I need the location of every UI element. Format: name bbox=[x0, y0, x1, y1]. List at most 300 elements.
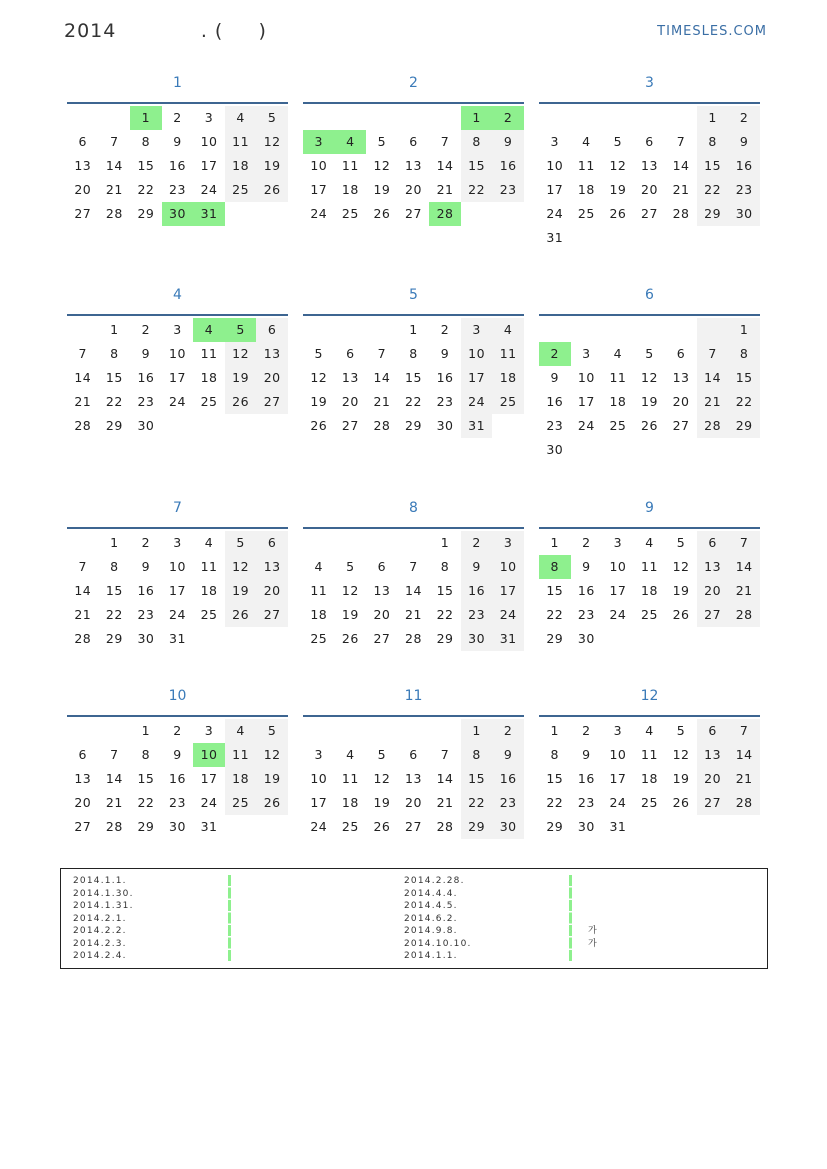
day-empty bbox=[398, 719, 430, 743]
day-cell: 12 bbox=[225, 555, 257, 579]
holiday-name bbox=[588, 913, 597, 926]
day-cell: 11 bbox=[609, 370, 627, 385]
day-cell: 16 bbox=[169, 771, 186, 786]
day-empty bbox=[335, 106, 367, 130]
day-cell: 13 bbox=[373, 583, 391, 598]
day-cell: 27 bbox=[405, 819, 422, 834]
day-cell: 25 bbox=[341, 206, 359, 221]
holiday-date: 2014.2.4. bbox=[73, 951, 127, 961]
day-cell: 23 bbox=[577, 795, 595, 810]
day-cell: 13 bbox=[74, 158, 92, 173]
day-cell: 15 bbox=[697, 154, 729, 178]
day-cell: 3 bbox=[461, 318, 493, 342]
day-cell: 15 bbox=[436, 583, 454, 598]
day-cell: 23 bbox=[169, 795, 186, 810]
holiday-list bbox=[60, 868, 768, 969]
day-grid bbox=[303, 719, 524, 839]
day-cell: 17 bbox=[609, 583, 627, 598]
day-cell: 22 bbox=[546, 795, 564, 810]
day-cell: 31 bbox=[200, 819, 218, 834]
day-empty bbox=[335, 318, 367, 342]
holiday-marker-bar bbox=[569, 875, 572, 961]
day-cell: 17 bbox=[310, 182, 328, 197]
day-cell: 22 bbox=[697, 178, 729, 202]
day-grid bbox=[539, 531, 760, 651]
day-cell: 16 bbox=[728, 154, 760, 178]
day-cell: 29 bbox=[105, 631, 123, 646]
day-cell: 5 bbox=[346, 559, 355, 574]
day-cell: 14 bbox=[105, 158, 123, 173]
day-cell: 21 bbox=[697, 390, 729, 414]
month-2 bbox=[303, 68, 524, 226]
day-cell: 5 bbox=[676, 535, 686, 550]
day-cell: 24 bbox=[609, 795, 627, 810]
day-cell: 19 bbox=[373, 795, 391, 810]
month-10 bbox=[67, 681, 288, 839]
day-cell: 21 bbox=[436, 182, 454, 197]
day-cell: 8 bbox=[409, 346, 418, 361]
day-cell: 12 bbox=[225, 342, 257, 366]
day-cell: 5 bbox=[377, 134, 387, 149]
day-cell: 28 bbox=[697, 414, 729, 438]
day-cell: 16 bbox=[169, 158, 186, 173]
day-cell: 17 bbox=[200, 158, 218, 173]
day-empty bbox=[303, 719, 335, 743]
day-cell: 5 bbox=[314, 346, 323, 361]
day-cell: 2 bbox=[728, 106, 760, 130]
day-cell: 15 bbox=[461, 154, 493, 178]
day-cell: 16 bbox=[137, 583, 155, 598]
day-cell: 3 bbox=[582, 346, 591, 361]
day-cell: 23 bbox=[577, 607, 595, 622]
holiday-name bbox=[588, 875, 597, 888]
day-cell: 4 bbox=[193, 318, 225, 342]
day-cell: 12 bbox=[672, 747, 690, 762]
day-cell: 17 bbox=[609, 771, 627, 786]
month-divider bbox=[67, 715, 288, 717]
holiday-date: 2014.1.31. bbox=[73, 901, 134, 911]
day-grid bbox=[67, 106, 288, 226]
day-cell: 6 bbox=[346, 346, 355, 361]
day-empty bbox=[335, 719, 367, 743]
day-cell: 4 bbox=[335, 130, 367, 154]
month-divider bbox=[67, 527, 288, 529]
day-cell: 10 bbox=[546, 158, 564, 173]
day-cell: 24 bbox=[200, 795, 218, 810]
day-empty bbox=[303, 318, 335, 342]
day-empty bbox=[67, 719, 99, 743]
day-cell: 26 bbox=[341, 631, 359, 646]
month-divider bbox=[539, 102, 760, 104]
day-cell: 11 bbox=[577, 158, 595, 173]
day-cell: 19 bbox=[225, 579, 257, 603]
day-cell: 19 bbox=[341, 607, 359, 622]
day-empty bbox=[366, 106, 398, 130]
day-cell: 5 bbox=[613, 134, 623, 149]
day-cell: 27 bbox=[641, 206, 658, 221]
day-cell: 18 bbox=[225, 767, 257, 791]
day-cell: 5 bbox=[225, 531, 257, 555]
day-empty bbox=[99, 106, 131, 130]
day-cell: 15 bbox=[546, 771, 564, 786]
day-cell: 28 bbox=[405, 631, 422, 646]
day-cell: 29 bbox=[137, 206, 155, 221]
day-cell: 26 bbox=[310, 418, 328, 433]
day-cell: 16 bbox=[546, 394, 564, 409]
day-cell: 7 bbox=[440, 134, 450, 149]
day-cell: 12 bbox=[373, 158, 391, 173]
day-cell: 1 bbox=[550, 723, 559, 738]
day-cell: 3 bbox=[173, 535, 182, 550]
day-cell: 26 bbox=[672, 607, 690, 622]
day-cell: 5 bbox=[676, 723, 686, 738]
day-cell: 21 bbox=[74, 394, 92, 409]
day-cell: 9 bbox=[141, 346, 151, 361]
day-cell: 26 bbox=[256, 178, 288, 202]
day-cell: 30 bbox=[546, 442, 564, 457]
day-cell: 13 bbox=[697, 743, 729, 767]
day-cell: 26 bbox=[641, 418, 658, 433]
day-cell: 21 bbox=[373, 394, 391, 409]
day-cell: 9 bbox=[582, 559, 591, 574]
month-divider bbox=[67, 314, 288, 316]
holiday-date: 2014.2.3. bbox=[73, 938, 127, 949]
day-cell: 25 bbox=[225, 791, 257, 815]
day-cell: 25 bbox=[310, 631, 328, 646]
day-cell: 15 bbox=[105, 370, 123, 385]
day-cell: 6 bbox=[645, 134, 654, 149]
day-cell: 17 bbox=[169, 370, 186, 385]
day-cell: 2 bbox=[173, 723, 182, 738]
day-cell: 12 bbox=[609, 158, 627, 173]
day-empty bbox=[571, 318, 603, 342]
day-cell: 10 bbox=[169, 559, 186, 574]
day-cell: 28 bbox=[429, 202, 461, 226]
day-cell: 4 bbox=[645, 723, 654, 738]
day-cell: 23 bbox=[137, 607, 155, 622]
day-cell: 20 bbox=[672, 394, 690, 409]
day-cell: 16 bbox=[492, 767, 524, 791]
day-grid bbox=[67, 531, 288, 651]
day-cell: 20 bbox=[256, 579, 288, 603]
day-cell: 1 bbox=[728, 318, 760, 342]
day-cell: 9 bbox=[461, 555, 493, 579]
day-empty bbox=[429, 106, 461, 130]
day-cell: 28 bbox=[373, 418, 391, 433]
day-cell: 12 bbox=[373, 771, 391, 786]
holiday-date: 2014.2.2. bbox=[73, 926, 127, 936]
day-cell: 29 bbox=[728, 414, 760, 438]
day-grid bbox=[539, 106, 760, 250]
day-cell: 1 bbox=[461, 719, 493, 743]
holiday-date: 2014.2.1. bbox=[73, 913, 127, 924]
day-cell: 15 bbox=[137, 771, 155, 786]
day-cell: 17 bbox=[492, 579, 524, 603]
day-cell: 16 bbox=[137, 370, 155, 385]
day-cell: 20 bbox=[256, 366, 288, 390]
day-cell: 23 bbox=[137, 394, 155, 409]
day-cell: 30 bbox=[461, 627, 493, 651]
holiday-date: 2014.1.1. bbox=[73, 876, 127, 886]
month-divider bbox=[539, 527, 760, 529]
day-cell: 14 bbox=[728, 743, 760, 767]
day-cell: 22 bbox=[137, 182, 155, 197]
day-grid bbox=[303, 106, 524, 226]
day-cell: 19 bbox=[672, 771, 690, 786]
day-cell: 9 bbox=[141, 559, 151, 574]
day-cell: 2 bbox=[440, 322, 450, 337]
day-cell: 11 bbox=[641, 747, 658, 762]
day-cell: 25 bbox=[609, 418, 627, 433]
day-empty bbox=[634, 318, 666, 342]
day-cell: 13 bbox=[697, 555, 729, 579]
day-empty bbox=[665, 106, 697, 130]
day-cell: 19 bbox=[373, 182, 391, 197]
day-cell: 14 bbox=[74, 370, 92, 385]
day-cell: 11 bbox=[310, 583, 328, 598]
day-cell: 16 bbox=[436, 370, 454, 385]
day-empty bbox=[697, 318, 729, 342]
day-cell: 25 bbox=[341, 819, 359, 834]
day-cell: 28 bbox=[105, 206, 123, 221]
holiday-date: 2014.4.4. bbox=[404, 888, 458, 899]
day-cell: 15 bbox=[546, 583, 564, 598]
day-cell: 26 bbox=[373, 819, 391, 834]
day-cell: 7 bbox=[728, 719, 760, 743]
day-cell: 14 bbox=[672, 158, 690, 173]
day-cell: 12 bbox=[641, 370, 658, 385]
day-cell: 18 bbox=[641, 771, 658, 786]
day-empty bbox=[602, 318, 634, 342]
day-cell: 18 bbox=[200, 583, 218, 598]
day-cell: 8 bbox=[440, 559, 450, 574]
holiday-marker-bar bbox=[228, 875, 231, 961]
holiday-date: 2014.1.30. bbox=[73, 888, 134, 899]
day-cell: 27 bbox=[256, 390, 288, 414]
day-cell: 24 bbox=[310, 819, 328, 834]
holiday-date: 2014.2.28. bbox=[404, 876, 465, 886]
day-cell: 5 bbox=[256, 106, 288, 130]
day-cell: 8 bbox=[141, 747, 151, 762]
day-cell: 4 bbox=[314, 559, 323, 574]
day-cell: 6 bbox=[377, 559, 387, 574]
day-cell: 3 bbox=[314, 747, 323, 762]
day-empty bbox=[539, 318, 571, 342]
day-cell: 4 bbox=[645, 535, 654, 550]
day-cell: 7 bbox=[110, 747, 119, 762]
day-cell: 31 bbox=[609, 819, 627, 834]
holiday-names-right bbox=[588, 875, 597, 963]
day-cell: 22 bbox=[137, 795, 155, 810]
day-empty bbox=[539, 106, 571, 130]
day-cell: 11 bbox=[341, 771, 359, 786]
day-cell: 22 bbox=[546, 607, 564, 622]
day-cell: 25 bbox=[200, 607, 218, 622]
day-cell: 21 bbox=[436, 795, 454, 810]
day-cell: 8 bbox=[110, 346, 119, 361]
day-cell: 2 bbox=[492, 719, 524, 743]
day-cell: 23 bbox=[492, 178, 524, 202]
day-grid bbox=[303, 531, 524, 651]
day-cell: 21 bbox=[105, 182, 123, 197]
day-cell: 21 bbox=[105, 795, 123, 810]
day-cell: 10 bbox=[609, 559, 627, 574]
day-empty bbox=[398, 106, 430, 130]
day-cell: 30 bbox=[577, 631, 595, 646]
day-cell: 27 bbox=[672, 418, 690, 433]
month-divider bbox=[303, 527, 524, 529]
day-cell: 25 bbox=[577, 206, 595, 221]
day-cell: 7 bbox=[440, 747, 450, 762]
day-cell: 15 bbox=[728, 366, 760, 390]
day-empty bbox=[303, 531, 335, 555]
day-cell: 1 bbox=[550, 535, 559, 550]
day-cell: 14 bbox=[436, 771, 454, 786]
month-12 bbox=[539, 681, 760, 839]
day-cell: 8 bbox=[550, 747, 559, 762]
day-cell: 21 bbox=[728, 579, 760, 603]
day-cell: 6 bbox=[676, 346, 686, 361]
day-cell: 23 bbox=[436, 394, 454, 409]
day-cell: 10 bbox=[461, 342, 493, 366]
day-cell: 23 bbox=[169, 182, 186, 197]
day-cell: 19 bbox=[225, 366, 257, 390]
month-title: 5 bbox=[409, 287, 418, 303]
day-cell: 5 bbox=[225, 318, 257, 342]
month-4 bbox=[67, 280, 288, 438]
day-cell: 18 bbox=[310, 607, 328, 622]
day-cell: 1 bbox=[697, 106, 729, 130]
day-cell: 18 bbox=[609, 394, 627, 409]
day-cell: 20 bbox=[641, 182, 658, 197]
day-cell: 28 bbox=[728, 791, 760, 815]
day-cell: 19 bbox=[310, 394, 328, 409]
holiday-name bbox=[588, 900, 597, 913]
day-cell: 22 bbox=[728, 390, 760, 414]
day-empty bbox=[398, 531, 430, 555]
day-cell: 2 bbox=[539, 342, 571, 366]
day-cell: 17 bbox=[461, 366, 493, 390]
day-cell: 12 bbox=[341, 583, 359, 598]
day-cell: 26 bbox=[672, 795, 690, 810]
day-cell: 15 bbox=[137, 158, 155, 173]
day-cell: 11 bbox=[200, 559, 218, 574]
day-cell: 18 bbox=[341, 795, 359, 810]
month-divider bbox=[303, 715, 524, 717]
day-cell: 20 bbox=[697, 767, 729, 791]
day-grid bbox=[539, 318, 760, 462]
day-cell: 7 bbox=[728, 531, 760, 555]
day-cell: 30 bbox=[137, 418, 155, 433]
month-7 bbox=[67, 493, 288, 651]
day-cell: 30 bbox=[137, 631, 155, 646]
day-cell: 26 bbox=[373, 206, 391, 221]
day-cell: 11 bbox=[641, 559, 658, 574]
month-title: 10 bbox=[168, 688, 187, 704]
day-cell: 27 bbox=[697, 791, 729, 815]
day-cell: 30 bbox=[728, 202, 760, 226]
day-cell: 27 bbox=[373, 631, 391, 646]
day-cell: 13 bbox=[405, 158, 422, 173]
day-cell: 6 bbox=[256, 531, 288, 555]
day-cell: 19 bbox=[672, 583, 690, 598]
holiday-date: 2014.10.10. bbox=[404, 938, 472, 949]
day-cell: 17 bbox=[200, 771, 218, 786]
day-cell: 30 bbox=[162, 202, 194, 226]
site-logo[interactable]: TIMESLES.COM bbox=[657, 24, 767, 39]
day-cell: 27 bbox=[74, 819, 92, 834]
day-cell: 3 bbox=[613, 535, 623, 550]
day-cell: 10 bbox=[193, 743, 225, 767]
day-cell: 29 bbox=[546, 819, 564, 834]
holiday-name bbox=[588, 888, 597, 901]
day-cell: 28 bbox=[74, 418, 92, 433]
month-divider bbox=[303, 102, 524, 104]
day-cell: 14 bbox=[74, 583, 92, 598]
day-grid bbox=[303, 318, 524, 438]
month-title: 11 bbox=[404, 688, 423, 704]
day-empty bbox=[366, 531, 398, 555]
day-cell: 24 bbox=[546, 206, 564, 221]
day-cell: 9 bbox=[492, 130, 524, 154]
day-cell: 20 bbox=[405, 795, 422, 810]
day-cell: 14 bbox=[405, 583, 422, 598]
day-cell: 26 bbox=[256, 791, 288, 815]
day-cell: 10 bbox=[609, 747, 627, 762]
day-cell: 3 bbox=[303, 130, 335, 154]
day-cell: 24 bbox=[200, 182, 218, 197]
holiday-date: 2014.9.8. bbox=[404, 926, 458, 936]
day-empty bbox=[335, 531, 367, 555]
day-cell: 8 bbox=[539, 555, 571, 579]
day-cell: 9 bbox=[440, 346, 450, 361]
day-cell: 13 bbox=[256, 342, 288, 366]
day-cell: 28 bbox=[74, 631, 92, 646]
day-cell: 28 bbox=[728, 603, 760, 627]
day-cell: 11 bbox=[225, 130, 257, 154]
day-cell: 16 bbox=[492, 154, 524, 178]
day-cell: 13 bbox=[405, 771, 422, 786]
day-cell: 19 bbox=[641, 394, 658, 409]
month-title: 2 bbox=[409, 75, 418, 91]
month-3 bbox=[539, 68, 760, 250]
day-cell: 2 bbox=[141, 535, 151, 550]
day-cell: 14 bbox=[373, 370, 391, 385]
day-cell: 3 bbox=[204, 723, 214, 738]
day-cell: 24 bbox=[461, 390, 493, 414]
day-cell: 27 bbox=[74, 206, 92, 221]
day-cell: 31 bbox=[169, 631, 186, 646]
day-cell: 7 bbox=[78, 346, 87, 361]
day-cell: 10 bbox=[577, 370, 595, 385]
day-cell: 8 bbox=[461, 743, 493, 767]
day-cell: 29 bbox=[546, 631, 564, 646]
day-cell: 21 bbox=[728, 767, 760, 791]
day-cell: 6 bbox=[409, 747, 418, 762]
day-empty bbox=[602, 106, 634, 130]
day-cell: 16 bbox=[577, 771, 595, 786]
day-cell: 27 bbox=[405, 206, 422, 221]
day-cell: 20 bbox=[373, 607, 391, 622]
month-title: 6 bbox=[645, 287, 654, 303]
day-cell: 11 bbox=[200, 346, 218, 361]
day-cell: 24 bbox=[169, 607, 186, 622]
day-cell: 4 bbox=[492, 318, 524, 342]
day-cell: 10 bbox=[310, 158, 328, 173]
day-grid bbox=[67, 719, 288, 839]
day-cell: 19 bbox=[609, 182, 627, 197]
day-cell: 2 bbox=[582, 723, 591, 738]
